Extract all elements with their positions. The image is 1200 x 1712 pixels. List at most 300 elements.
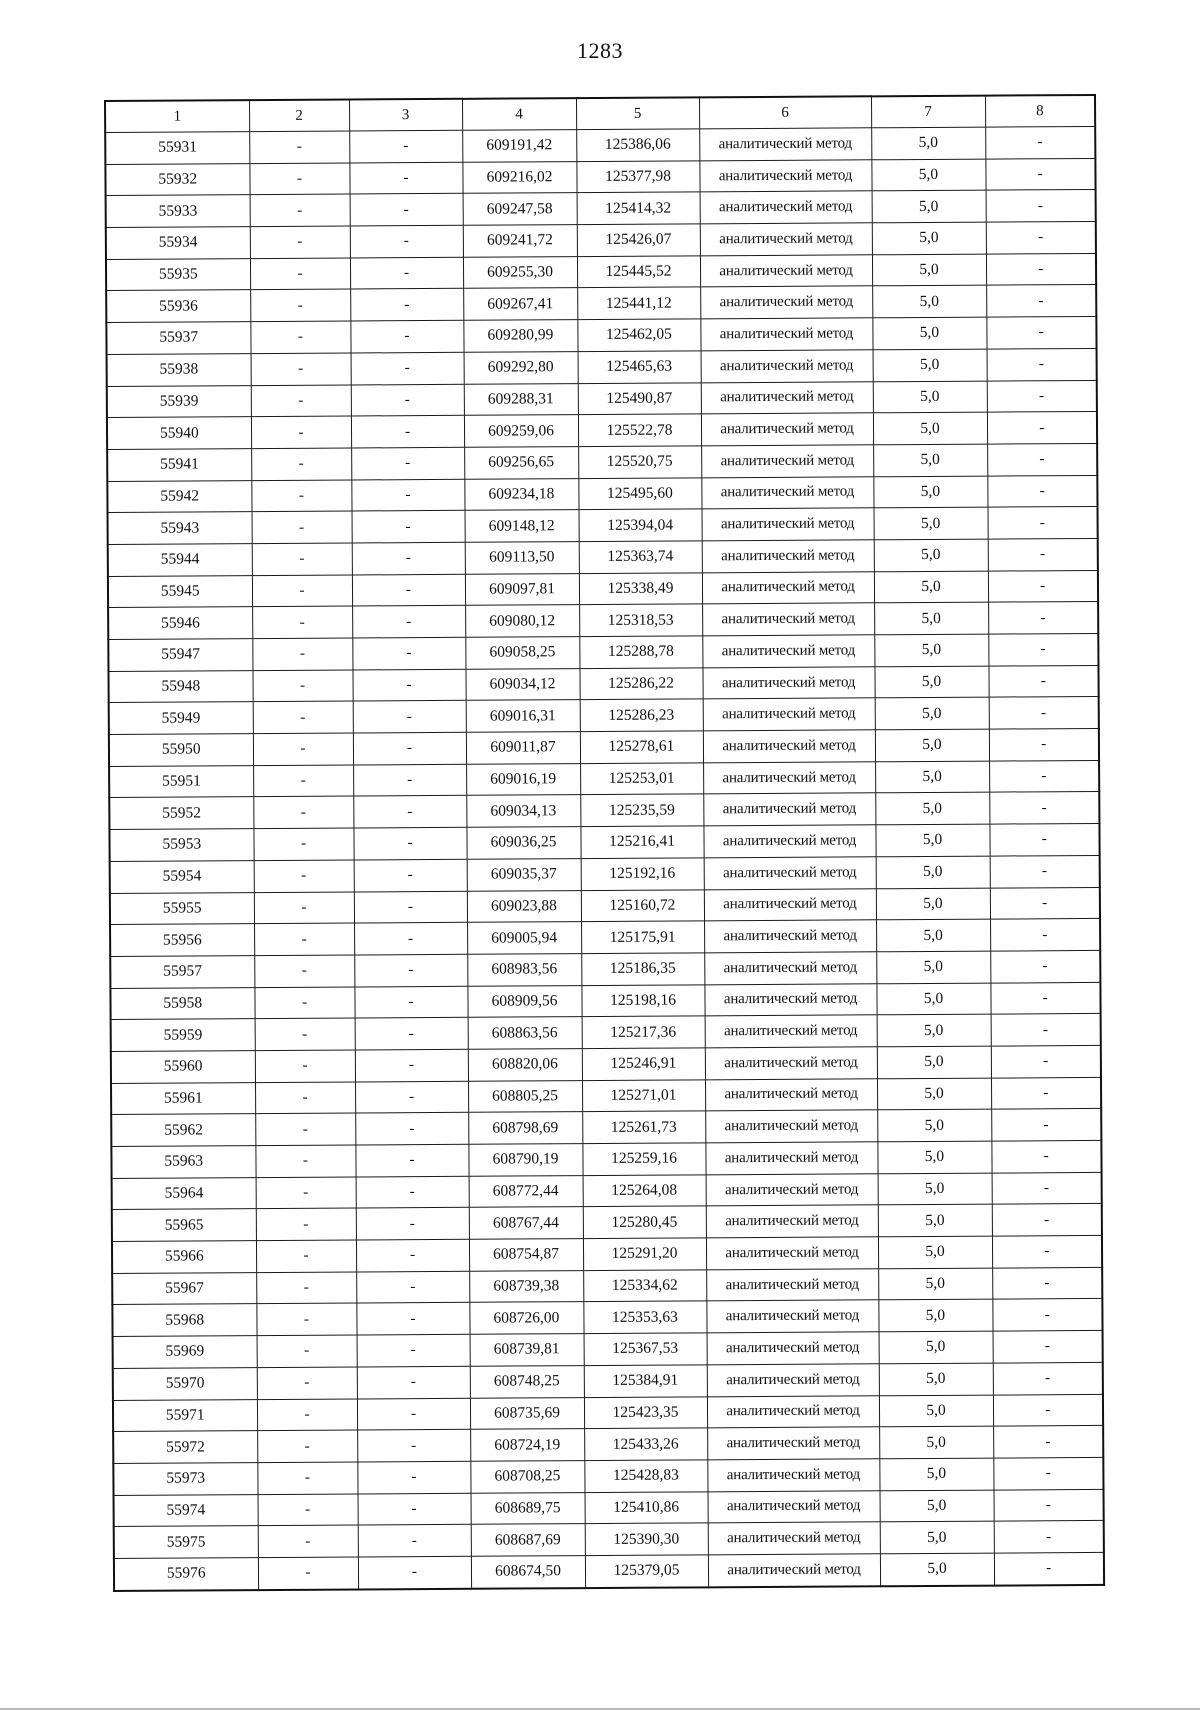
table-cell: аналитический метод <box>705 1142 877 1175</box>
table-cell: - <box>352 669 465 701</box>
table-cell: 125377,98 <box>576 161 699 193</box>
table-cell: - <box>357 1461 470 1493</box>
table-cell: - <box>986 285 1096 317</box>
table-cell: - <box>994 1489 1104 1521</box>
table-cell: - <box>250 194 350 226</box>
table-cell: аналитический метод <box>703 793 875 826</box>
table-cell: 5,0 <box>877 1014 991 1046</box>
table-cell: - <box>358 1556 471 1589</box>
table-cell: 5,0 <box>880 1521 994 1553</box>
table-cell: 609234,18 <box>464 478 578 510</box>
table-cell: 55952 <box>109 797 253 830</box>
table-cell: - <box>249 131 349 163</box>
table-cell: 5,0 <box>875 824 989 856</box>
table-cell: - <box>985 126 1095 158</box>
table-cell: - <box>252 575 352 607</box>
table-cell: 608909,56 <box>467 985 581 1017</box>
table-cell: - <box>987 443 1097 475</box>
column-header: 1 <box>105 100 249 132</box>
table-cell: 608726,00 <box>469 1302 583 1334</box>
table-cell: - <box>257 1367 357 1399</box>
table-cell: 125318,53 <box>579 604 702 636</box>
table-cell: 125394,04 <box>579 509 702 541</box>
table-cell: 55956 <box>110 924 254 957</box>
table-cell: 609292,80 <box>464 351 578 383</box>
table-cell: 125286,23 <box>580 699 703 731</box>
table-cell: 55931 <box>105 132 249 165</box>
table-cell: - <box>252 670 352 702</box>
table-cell: аналитический метод <box>702 666 874 699</box>
table-cell: 55947 <box>108 639 252 672</box>
table-cell: 125353,63 <box>583 1301 706 1333</box>
table-cell: 125216,41 <box>580 826 703 858</box>
table-cell: 125386,06 <box>576 129 699 161</box>
table-cell: - <box>352 542 465 574</box>
table-cell: 5,0 <box>873 381 987 413</box>
table-cell: 125280,45 <box>583 1206 706 1238</box>
table-cell: - <box>992 1235 1102 1267</box>
table-cell: 125246,91 <box>582 1048 705 1080</box>
table-cell: 609016,31 <box>466 700 580 732</box>
table-cell: 55949 <box>109 702 253 735</box>
table-cell: - <box>355 1049 468 1081</box>
table-cell: 5,0 <box>876 856 990 888</box>
table-cell: 125384,91 <box>584 1365 707 1397</box>
table-cell: 5,0 <box>875 793 989 825</box>
table-cell: 609241,72 <box>463 225 577 257</box>
table-cell: - <box>356 1208 469 1240</box>
table-cell: аналитический метод <box>707 1364 879 1397</box>
table-cell: 125338,49 <box>579 572 702 604</box>
table-cell: 5,0 <box>873 444 987 476</box>
table-cell: 608798,69 <box>468 1112 582 1144</box>
table-cell: - <box>256 1303 356 1335</box>
table-cell: аналитический метод <box>706 1237 878 1270</box>
table-cell: 55944 <box>108 544 252 577</box>
table-cell: аналитический метод <box>703 762 875 795</box>
table-cell: аналитический метод <box>699 128 871 161</box>
table-cell: - <box>354 891 467 923</box>
table-cell: аналитический метод <box>701 445 873 478</box>
table-cell: - <box>355 1144 468 1176</box>
table-cell: аналитический метод <box>700 286 872 319</box>
table-cell: 125495,60 <box>578 477 701 509</box>
table-cell: 125426,07 <box>577 224 700 256</box>
table-cell: 5,0 <box>878 1300 992 1332</box>
table-cell: 55936 <box>106 290 250 323</box>
table-cell: - <box>252 511 352 543</box>
table-cell: 55962 <box>111 1114 255 1147</box>
table-cell: аналитический метод <box>708 1554 880 1587</box>
table-cell: - <box>986 253 1096 285</box>
table-cell: - <box>253 828 353 860</box>
table-cell: 5,0 <box>880 1553 994 1586</box>
table-cell: 5,0 <box>871 159 985 191</box>
table-cell: - <box>991 1077 1101 1109</box>
table-cell: 608863,56 <box>468 1017 582 1049</box>
table-cell: аналитический метод <box>706 1173 878 1206</box>
table-cell: 5,0 <box>879 1458 993 1490</box>
table-cell: 609288,31 <box>464 383 578 415</box>
table-cell: 125390,30 <box>585 1523 708 1555</box>
table-cell: 125423,35 <box>584 1396 707 1428</box>
table-cell: аналитический метод <box>699 160 871 193</box>
table-cell: 5,0 <box>872 286 986 318</box>
table-cell: - <box>986 190 1096 222</box>
table-cell: 125278,61 <box>580 731 703 763</box>
table-cell: - <box>988 507 1098 539</box>
table-cell: 609259,06 <box>464 415 578 447</box>
table-cell: 125465,63 <box>578 351 701 383</box>
table-cell: - <box>253 796 353 828</box>
table-cell: - <box>991 1109 1101 1141</box>
table-cell: 5,0 <box>874 571 988 603</box>
table-cell: 125186,35 <box>581 953 704 985</box>
table-cell: 125160,72 <box>581 889 704 921</box>
table-cell: 609005,94 <box>467 922 581 954</box>
table-cell: - <box>994 1521 1104 1553</box>
table-cell: - <box>353 764 466 796</box>
table-cell: 125433,26 <box>584 1428 707 1460</box>
table-cell: - <box>990 887 1100 919</box>
table-cell: - <box>357 1366 470 1398</box>
table-cell: - <box>357 1334 470 1366</box>
table-cell: 609113,50 <box>465 542 579 574</box>
table-cell: - <box>250 226 350 258</box>
table-cell: - <box>354 986 467 1018</box>
table-cell: 609148,12 <box>465 510 579 542</box>
table-cell: - <box>349 130 462 162</box>
column-header: 5 <box>576 97 699 129</box>
table-cell: - <box>257 1398 357 1430</box>
table-cell: - <box>254 987 354 1019</box>
table-cell: - <box>357 1398 470 1430</box>
table-cell: 5,0 <box>876 888 990 920</box>
table-cell: 608820,06 <box>468 1049 582 1081</box>
table-cell: - <box>352 606 465 638</box>
table-cell: 609097,81 <box>465 573 579 605</box>
table-cell: 55953 <box>109 829 253 862</box>
table-cell: аналитический метод <box>707 1427 879 1460</box>
table-cell: - <box>254 923 354 955</box>
table-cell: 55968 <box>112 1304 256 1337</box>
table-cell: - <box>990 855 1100 887</box>
table-cell: - <box>358 1493 471 1525</box>
table-cell: - <box>987 380 1097 412</box>
table-cell: 125520,75 <box>578 446 701 478</box>
table-cell: - <box>993 1331 1103 1363</box>
table-cell: - <box>986 317 1096 349</box>
table-cell: - <box>256 1240 356 1272</box>
table-cell: - <box>990 950 1100 982</box>
table-cell: 125192,16 <box>581 858 704 890</box>
table-cell: 5,0 <box>877 1109 991 1141</box>
table-cell: 5,0 <box>872 190 986 222</box>
table-cell: аналитический метод <box>706 1205 878 1238</box>
table-cell: 55940 <box>107 417 251 450</box>
table-cell: 125363,74 <box>579 541 702 573</box>
table-cell: 5,0 <box>873 476 987 508</box>
table-cell: - <box>990 982 1100 1014</box>
table-cell: 125253,01 <box>580 763 703 795</box>
table-cell: аналитический метод <box>706 1269 878 1302</box>
table-cell: - <box>350 289 463 321</box>
table-cell: 609255,30 <box>463 256 577 288</box>
table-cell: 5,0 <box>876 951 990 983</box>
table-cell: - <box>250 258 350 290</box>
table-cell: 55970 <box>113 1367 257 1400</box>
table-cell: аналитический метод <box>704 888 876 921</box>
page-number: 1283 <box>577 38 623 63</box>
table-cell: - <box>991 1014 1101 1046</box>
table-cell: - <box>251 416 351 448</box>
table-cell: 609080,12 <box>465 605 579 637</box>
coordinates-table <box>104 94 1105 1592</box>
table-cell: 5,0 <box>878 1204 992 1236</box>
table-cell: - <box>988 602 1098 634</box>
table-cell: 55942 <box>107 480 251 513</box>
table-cell: 125441,12 <box>577 287 700 319</box>
table-cell: аналитический метод <box>707 1459 879 1492</box>
table-cell: - <box>355 1081 468 1113</box>
table-cell: 125462,05 <box>577 319 700 351</box>
table-cell: 55973 <box>113 1462 257 1495</box>
table-cell: - <box>251 448 351 480</box>
table-cell: - <box>988 570 1098 602</box>
table-cell: 55972 <box>113 1431 257 1464</box>
table-cell: - <box>256 1208 356 1240</box>
table-cell: 55934 <box>106 227 250 260</box>
table-cell: - <box>989 792 1099 824</box>
table-cell: - <box>985 158 1095 190</box>
table-cell: 125261,73 <box>582 1111 705 1143</box>
table-cell: 609247,58 <box>463 193 577 225</box>
table-cell: - <box>988 633 1098 665</box>
table-cell: 608767,44 <box>469 1207 583 1239</box>
table-cell: - <box>250 321 350 353</box>
table-cell: аналитический метод <box>701 350 873 383</box>
table-cell: 55946 <box>108 607 252 640</box>
column-header: 6 <box>699 96 871 129</box>
table-cell: - <box>351 447 464 479</box>
table-cell: - <box>251 384 351 416</box>
table-cell: 609016,19 <box>466 763 580 795</box>
scan-artifact <box>0 1708 1200 1710</box>
table-cell: 125291,20 <box>583 1238 706 1270</box>
table-cell: - <box>989 824 1099 856</box>
table-cell: - <box>251 480 351 512</box>
table-cell: - <box>355 1018 468 1050</box>
table-cell: 609034,12 <box>465 668 579 700</box>
table-cell: аналитический метод <box>705 1015 877 1048</box>
table-cell: - <box>353 732 466 764</box>
table-cell: 125175,91 <box>581 921 704 953</box>
table-cell: 5,0 <box>877 1141 991 1173</box>
table-cell: 55939 <box>107 385 251 418</box>
table-cell: аналитический метод <box>701 476 873 509</box>
table-cell: 5,0 <box>872 254 986 286</box>
table-cell: 608983,56 <box>467 953 581 985</box>
table-cell: 55957 <box>110 955 254 988</box>
table-cell: - <box>993 1426 1103 1458</box>
table-cell: 125379,05 <box>585 1555 708 1588</box>
table-cell: - <box>254 860 354 892</box>
table-cell: - <box>350 194 463 226</box>
table-cell: - <box>353 701 466 733</box>
table-cell: 5,0 <box>872 222 986 254</box>
table-cell: - <box>351 352 464 384</box>
table-cell: 125271,01 <box>582 1079 705 1111</box>
table-cell: - <box>349 162 462 194</box>
column-header: 2 <box>249 100 349 132</box>
table-cell: - <box>254 955 354 987</box>
table-cell: - <box>991 1140 1101 1172</box>
table-cell: аналитический метод <box>708 1522 880 1555</box>
table-cell: - <box>255 1145 355 1177</box>
table-cell: 5,0 <box>878 1236 992 1268</box>
table-cell: 5,0 <box>876 919 990 951</box>
table-cell: аналитический метод <box>707 1395 879 1428</box>
table-cell: 125414,32 <box>577 192 700 224</box>
table-cell: - <box>993 1457 1103 1489</box>
table-cell: 609035,37 <box>467 858 581 890</box>
table-cell: - <box>990 919 1100 951</box>
table-cell: 5,0 <box>874 602 988 634</box>
table-cell: 55954 <box>110 860 254 893</box>
table-cell: 609034,13 <box>466 795 580 827</box>
table-cell: аналитический метод <box>700 255 872 288</box>
table-cell: - <box>254 891 354 923</box>
table-cell: - <box>256 1272 356 1304</box>
table-cell: 608739,38 <box>469 1270 583 1302</box>
table-cell: - <box>253 765 353 797</box>
table-cell: - <box>350 225 463 257</box>
table-cell: - <box>351 479 464 511</box>
table-cell: - <box>258 1557 358 1590</box>
table-cell: - <box>350 257 463 289</box>
table-cell: 609011,87 <box>466 732 580 764</box>
table-cell: - <box>992 1299 1102 1331</box>
table-cell: - <box>986 222 1096 254</box>
table-cell: 55966 <box>112 1241 256 1274</box>
table-cell: аналитический метод <box>700 191 872 224</box>
table-cell: 125259,16 <box>582 1143 705 1175</box>
table-cell: - <box>353 796 466 828</box>
table-cell: 55958 <box>110 987 254 1020</box>
table-cell: 125410,86 <box>585 1491 708 1523</box>
table-cell: - <box>258 1525 358 1557</box>
table-cell: 5,0 <box>875 761 989 793</box>
column-header: 4 <box>462 98 576 130</box>
table-cell: 608724,19 <box>470 1429 584 1461</box>
table-cell: - <box>256 1177 356 1209</box>
table-cell: 55964 <box>112 1177 256 1210</box>
table-cell: 5,0 <box>879 1331 993 1363</box>
table-cell: - <box>992 1172 1102 1204</box>
table-cell: 55945 <box>108 575 252 608</box>
table-cell: 55933 <box>106 195 250 228</box>
table-cell: 609267,41 <box>463 288 577 320</box>
table-cell: - <box>257 1430 357 1462</box>
table-cell: - <box>994 1552 1104 1585</box>
table-cell: 55959 <box>111 1019 255 1052</box>
table-cell: - <box>255 1082 355 1114</box>
table-cell: - <box>251 353 351 385</box>
table-cell: - <box>988 665 1098 697</box>
table-cell: 5,0 <box>874 634 988 666</box>
table-cell: 125198,16 <box>581 984 704 1016</box>
table-cell: 609216,02 <box>462 161 576 193</box>
table-cell: 125445,52 <box>577 256 700 288</box>
table-cell: аналитический метод <box>707 1332 879 1365</box>
table-cell: 55935 <box>106 258 250 291</box>
table-cell: - <box>356 1239 469 1271</box>
table-cell: - <box>252 638 352 670</box>
table-cell: аналитический метод <box>704 983 876 1016</box>
table-cell: аналитический метод <box>705 1110 877 1143</box>
table-cell: 125264,08 <box>583 1175 706 1207</box>
table-cell: 125522,78 <box>578 414 701 446</box>
table-cell: 55950 <box>109 734 253 767</box>
table-cell: - <box>255 1018 355 1050</box>
coordinates-table-container <box>104 94 1103 1592</box>
table-cell: 5,0 <box>876 983 990 1015</box>
table-cell: 125367,53 <box>584 1333 707 1365</box>
table-cell: аналитический метод <box>704 857 876 890</box>
table-cell: - <box>352 574 465 606</box>
table-cell: 55960 <box>111 1051 255 1084</box>
table-cell: - <box>356 1271 469 1303</box>
table-cell: - <box>356 1176 469 1208</box>
table-cell: 5,0 <box>879 1395 993 1427</box>
table-cell: 609191,42 <box>462 130 576 162</box>
table-cell: 609036,25 <box>466 827 580 859</box>
table-cell: 608689,75 <box>471 1492 585 1524</box>
table-cell: - <box>992 1267 1102 1299</box>
table-cell: аналитический метод <box>706 1300 878 1333</box>
table-cell: 608674,50 <box>471 1556 585 1589</box>
table-cell: - <box>358 1525 471 1557</box>
table-cell: аналитический метод <box>702 571 874 604</box>
table-cell: 5,0 <box>875 697 989 729</box>
table-cell: 55976 <box>114 1558 258 1591</box>
table-cell: 55967 <box>112 1272 256 1305</box>
table-cell: 5,0 <box>874 666 988 698</box>
table-cell: 55965 <box>112 1209 256 1242</box>
table-cell: - <box>987 412 1097 444</box>
table-cell: - <box>258 1494 358 1526</box>
table-cell: аналитический метод <box>700 223 872 256</box>
table-cell: 608790,19 <box>468 1144 582 1176</box>
table-cell: аналитический метод <box>703 698 875 731</box>
table-cell: 5,0 <box>877 1046 991 1078</box>
table-cell: - <box>255 1050 355 1082</box>
table-cell: 55974 <box>114 1494 258 1527</box>
table-cell: аналитический метод <box>703 825 875 858</box>
table-cell: 608708,25 <box>470 1460 584 1492</box>
table-cell: - <box>351 415 464 447</box>
table-cell: 55941 <box>107 448 251 481</box>
table-cell: 125235,59 <box>580 794 703 826</box>
column-header: 7 <box>871 96 985 128</box>
table-cell: 55948 <box>108 670 252 703</box>
table-cell: 5,0 <box>879 1363 993 1395</box>
table-cell: аналитический метод <box>705 1047 877 1080</box>
table-cell: 55975 <box>114 1526 258 1559</box>
table-cell: 55963 <box>111 1146 255 1179</box>
table-cell: 5,0 <box>872 317 986 349</box>
table-cell: - <box>354 859 467 891</box>
